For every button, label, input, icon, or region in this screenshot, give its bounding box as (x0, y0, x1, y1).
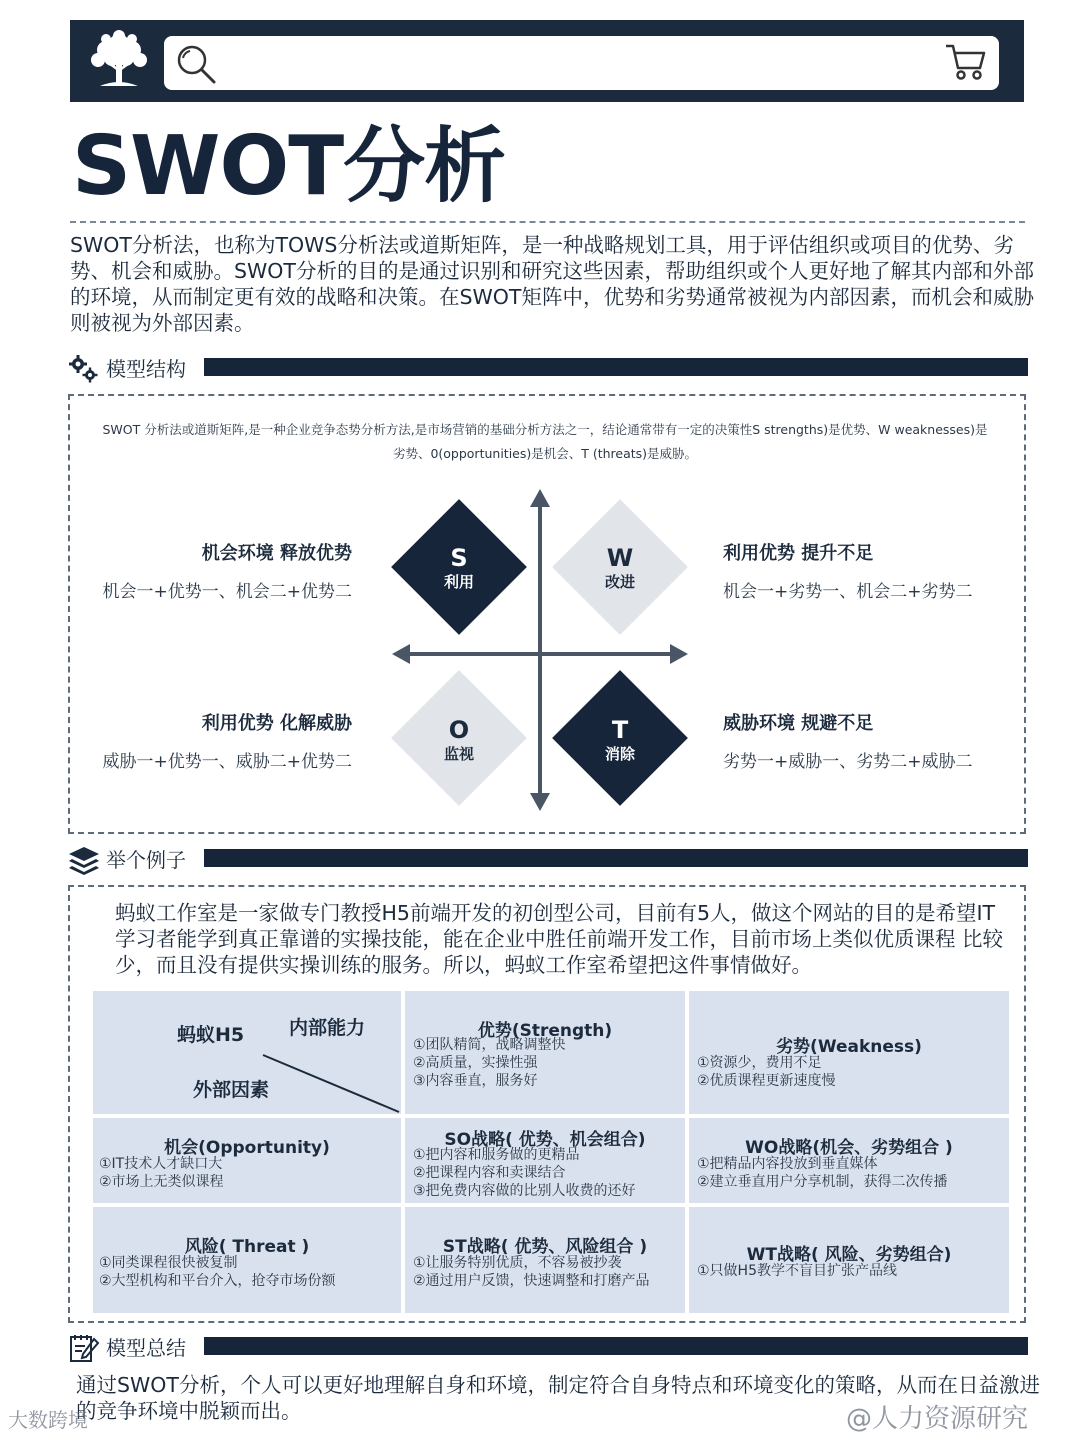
threat-items (99, 1254, 336, 1290)
st-title: ST战略( 优势、风险组合 ) (442, 1237, 648, 1257)
list-item: ①把精品内容投放到垂直媒体 (697, 1156, 878, 1172)
wo-title: WO战略(机会、劣势组合 ) (745, 1138, 953, 1158)
list-item: ①同类课程很快被复制 (99, 1255, 238, 1271)
opportunity-title: 机会(Opportunity) (164, 1138, 330, 1158)
diamond-o-letter: O (448, 716, 470, 744)
diamond-w-letter: W (606, 544, 634, 572)
example-paragraph: 蚂蚁工作室是一家做专门教授H5前端开发的初创型公司，目前有5人，做这个网站的目的是希望IT学习者能学到真正靠谱的实操技能，能在企业中胜任前端开发工作，目前市场上类似优质课程 比较少，而且没有提供实操训练的服务。所以，蚂蚁工作室希望把这件事情做好。 (115, 901, 1004, 977)
section-bar (204, 849, 1028, 867)
so-items (413, 1146, 636, 1200)
list-item: ②市场上无类似课程 (99, 1174, 224, 1190)
model-desc-line-1: SWOT 分析法或道斯矩阵,是一种企业竞争态势分析方法,是市场营销的基础分析方法之一，结论通常带有一定的决策性S strengths)是优势、W weaknesses)是 (102, 422, 988, 437)
wt-items (697, 1262, 897, 1280)
diamond-s-word: 利用 (443, 573, 474, 591)
quadrant-t-title: 威胁环境 规避不足 (723, 713, 874, 734)
quadrant-w-desc: 机会一+劣势一、机会二+劣势二 (723, 582, 973, 602)
threat-title: 风险( Threat ) (184, 1237, 310, 1257)
list-item: ①只做H5教学不盲目扩张产品线 (697, 1263, 897, 1279)
list-item: ①让服务特别优质，不容易被抄袭 (413, 1255, 622, 1271)
list-item: ②优质课程更新速度慢 (697, 1073, 836, 1089)
matrix-weakness-cell (689, 991, 1009, 1114)
quadrant-o-desc: 威胁一+优势一、威胁二+优势二 (102, 752, 352, 772)
list-item: ②把课程内容和卖课结合 (413, 1165, 566, 1181)
diamond-o-word: 监视 (443, 745, 474, 763)
watermark-right: @人力资源研究 (846, 1404, 1029, 1434)
model-description (70, 418, 1020, 466)
search-input[interactable] (164, 36, 999, 90)
section-title-model: 模型结构 (106, 357, 186, 381)
list-item: ①IT技术人才缺口大 (99, 1156, 223, 1172)
section-bar (204, 1337, 1028, 1355)
intro-paragraph: SWOT分析法，也称为TOWS分析法或道斯矩阵，是一种战略规划工具，用于评估组织或项目的优势、劣势、机会和威胁。SWOT分析的目的是通过识别和研究这些因素，帮助组织或个人更好地了解其内部和外部的环境，从而制定更有效的战略和决策。在SWOT矩阵中，优势和劣势通常被视为内部因素，而机会和威胁则被视为外部因素。 (70, 233, 1034, 335)
quadrant-s-title: 机会环境 释放优势 (201, 543, 352, 564)
strength-items (413, 1036, 566, 1090)
matrix-internal-label: 内部能力 (289, 1017, 366, 1039)
diamond-t-word: 消除 (604, 745, 635, 763)
section-header-summary (68, 1333, 1028, 1363)
title-divider (70, 221, 1025, 223)
list-item: ②通过用户反馈，快速调整和打磨产品 (413, 1273, 650, 1289)
diamond-s-label (399, 544, 519, 592)
model-desc-line-2: 劣势、0(opportunities)是机会、T (threats)是威胁。 (392, 446, 698, 461)
list-item: ③内容垂直，服务好 (413, 1073, 538, 1089)
diamond-s-letter: S (450, 544, 468, 572)
opportunity-items (99, 1155, 224, 1191)
quadrant-s-desc: 机会一+优势一、机会二+优势二 (102, 582, 352, 602)
quadrant-w-title: 利用优势 提升不足 (723, 543, 874, 564)
diamond-o-label (399, 716, 519, 764)
matrix-opportunity-cell (93, 1118, 401, 1203)
diamond-w-label (560, 544, 680, 592)
strength-title: 优势(Strength) (477, 1021, 613, 1041)
matrix-company: 蚂蚁H5 (177, 1024, 245, 1046)
diamond-t-letter: T (611, 716, 629, 744)
so-title: SO战略( 优势、机会组合) (444, 1130, 646, 1150)
matrix-so-cell (405, 1118, 685, 1203)
list-item: ②高质量，实操性强 (413, 1055, 538, 1071)
list-item: ②大型机构和平台介入，抢夺市场份额 (99, 1273, 336, 1289)
tree-logo-icon[interactable] (84, 26, 154, 96)
list-item: ②建立垂直用户分享机制，获得二次传播 (697, 1174, 948, 1190)
layers-icon (68, 845, 100, 875)
matrix-st-cell (405, 1207, 685, 1313)
section-title-example: 举个例子 (106, 848, 186, 872)
st-items (413, 1254, 650, 1290)
matrix-threat-cell (93, 1207, 401, 1313)
wt-title: WT战略( 风险、劣势组合) (746, 1245, 952, 1265)
matrix-external-label: 外部因素 (193, 1079, 270, 1101)
list-item: ①资源少，费用不足 (697, 1055, 822, 1071)
notepad-pen-icon (68, 1333, 100, 1363)
list-item: ①把内容和服务做的更精品 (413, 1147, 580, 1163)
watermark-left: 大数跨境 (8, 1408, 88, 1432)
section-header-model (68, 354, 1028, 384)
diamond-w-word: 改进 (604, 573, 635, 591)
quadrant-o-title: 利用优势 化解威胁 (201, 713, 352, 734)
list-item: ③把免费内容做的比别人收费的还好 (413, 1183, 636, 1199)
search-icon[interactable] (174, 42, 218, 86)
quadrant-t-desc: 劣势一+威胁一、劣势二+威胁二 (723, 752, 973, 772)
cart-icon[interactable] (944, 42, 988, 82)
diamond-t-label (560, 716, 680, 764)
matrix-strength-cell (405, 991, 685, 1114)
gears-icon (68, 354, 100, 384)
list-item: ①团队精简，战略调整快 (413, 1037, 566, 1053)
section-title-summary: 模型总结 (106, 1336, 186, 1360)
weakness-title: 劣势(Weakness) (776, 1037, 922, 1057)
weakness-items (697, 1054, 836, 1090)
section-header-example (68, 845, 1028, 875)
matrix-wt-cell (689, 1207, 1009, 1313)
section-bar (204, 358, 1028, 376)
matrix-wo-cell (689, 1118, 1009, 1203)
summary-paragraph: 通过SWOT分析，个人可以更好地理解自身和环境，制定符合自身特点和环境变化的策略，从而在日益激进的竞争环境中脱颖而出。 (76, 1373, 1040, 1423)
page-title: SWOT分析 (72, 119, 506, 214)
wo-items (697, 1155, 948, 1191)
